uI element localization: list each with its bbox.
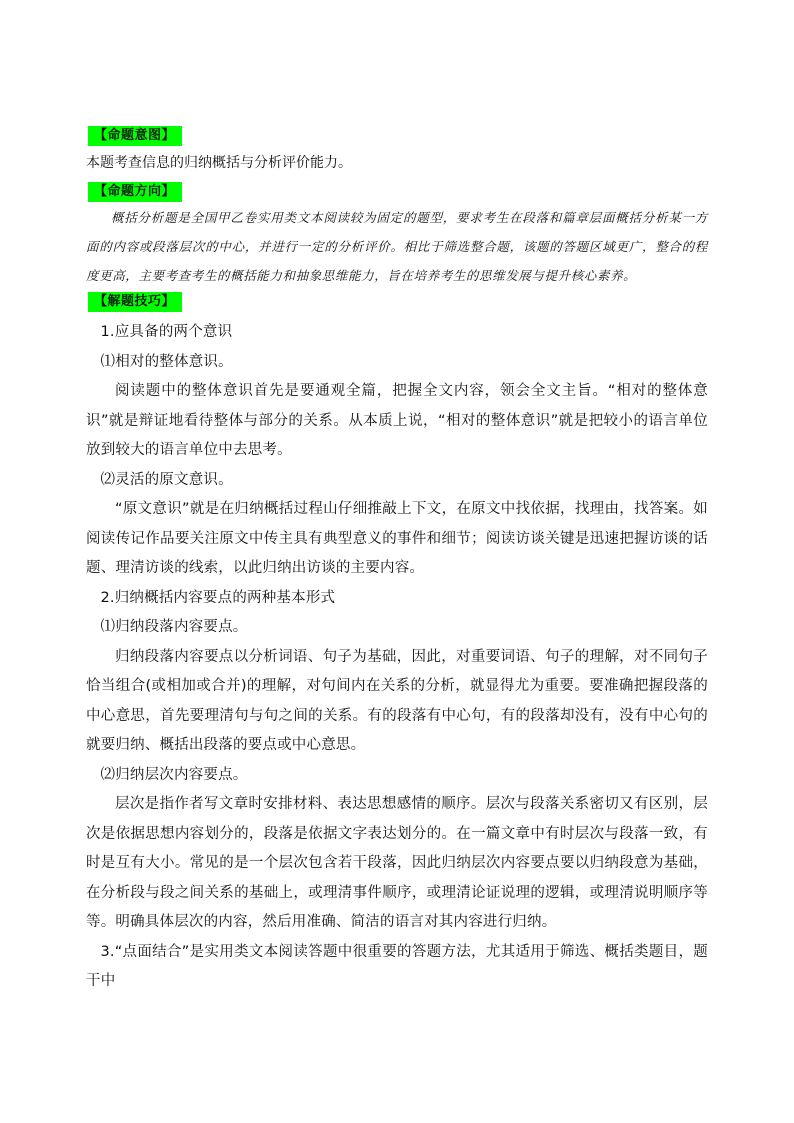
paragraph-4: 层次是指作者写文章时安排材料、表达思想感情的顺序。层次与段落关系密切又有区别，层次是依据思想内容划分的，段落是依据文字表达划分的。在一篇文章中有时层次与段落一致，有时是互有大小。常见的是一个层次包含若干段落，因此归纳层次内容要点要以归纳段意为基础，在分析段与段之间关系的基础上，或理清事件顺序，或理清论证说理的逻辑，或理清说明顺序等等。明确具体层次的内容，然后用准确、简洁的语言对其内容进行归纳。 [86,796,708,930]
subheading-1-2: ⑵灵活的原文意识。 [100,471,233,488]
subheading-2-1: ⑴归纳段落内容要点。 [100,619,248,635]
direction-tag: 【命题方向】 [88,182,182,202]
document-content [86,124,708,997]
subheading-2-2: ⑵归纳层次内容要点。 [100,766,248,783]
heading-2: 2.归纳概括内容要点的两种基本形式 [100,589,336,606]
direction-text: 概括分析题是全国甲乙卷实用类文本阅读较为固定的题型，要求考生在段落和篇章层面概括分析某一方面的内容或段落层次的中心，并进行一定的分析评价。相比于筛选整合题，该题的答题区域更广，整合的程度更高，主要考查考生的概括能力和抽象思维能力，旨在培养考生的思维发展与提升核心素养。 [86,210,708,283]
intent-heading [86,124,708,146]
intent-tag: 【命题意图】 [88,126,182,146]
paragraph-2: “原文意识”就是在归纳概括过程山仔细推敲上下文，在原文中找依据，找理由，找答案。如阅读传记作品要关注原文中传主具有典型意义的事件和细节；阅读访谈关键是迅速把握访谈的话题、理清访谈的线索，以此归纳出访谈的主要内容。 [86,501,708,576]
paragraph-5: 3.“点面结合”是实用类文本阅读答题中很重要的答题方法，尤其适用于筛选、概括类题目，题干中 [86,943,708,989]
intent-text: 本题考查信息的归纳概括与分析评价能力。 [86,155,352,171]
direction-heading [86,180,708,202]
tips-heading [86,290,708,312]
paragraph-1: 阅读题中的整体意识首先是要通观全篇，把握全文内容，领会全文主旨。“相对的整体意识”就是辩证地看待整体与部分的关系。从本质上说，“相对的整体意识”就是把较小的语言单位放到较大的语言单位中去思考。 [86,383,708,458]
heading-1: 1.应具备的两个意识 [100,324,233,340]
subheading-1-1: ⑴相对的整体意识。 [100,353,233,370]
tips-tag: 【解题技巧】 [88,292,182,312]
paragraph-3: 归纳段落内容要点以分析词语、句子为基础，因此，对重要词语、句子的理解，对不同句子恰当组合(或相加或合并)的理解，对句间内在关系的分析，就显得尤为重要。要准确把握段落的中心意思，首先要理清句与句之间的关系。有的段落有中心句，有的段落却没有，没有中心句的就要归纳、概括出段落的要点或中心意思。 [86,648,708,753]
